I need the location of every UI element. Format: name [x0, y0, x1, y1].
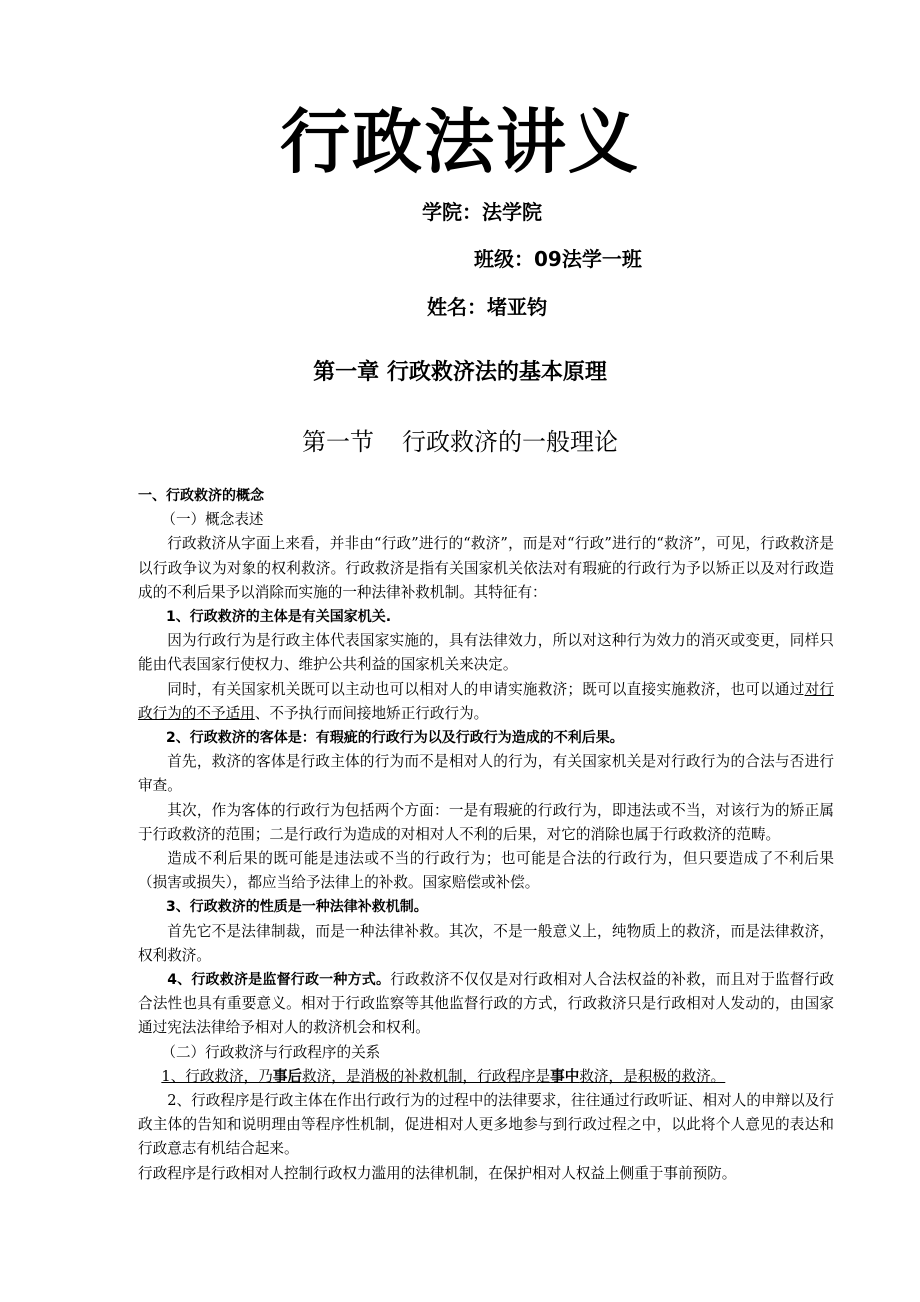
body-text	[138, 484, 834, 1186]
paragraph: 造成不利后果的既可能是违法或不当的行政行为；也可能是合法的行政行为，但只要造成了不利后果（损害或损失），都应当给予法律上的补救。国家赔偿或补偿。	[138, 850, 834, 892]
meta-name-label: 姓名	[427, 295, 467, 319]
meta-class-value: 09法学一班	[534, 247, 642, 271]
meta-college: 学院：法学院	[422, 200, 542, 224]
feature-heading-nature: 3、行政救济的性质是一种法律补救机制。	[166, 899, 428, 916]
paragraph: 同时，有关国家机关既可以主动也可以相对人的申请实施救济；既可以直接实施救济，也可以通过对行政行为的不予适用、不予执行而间接地矫正行政行为。	[138, 680, 834, 722]
paragraph: 首先，救济的客体是行政主体的行为而不是相对人的行为，有关国家机关是对行政行为的合法与否进行审查。	[138, 753, 834, 795]
paragraph: 因为行政行为是行政主体代表国家实施的，具有法律效力，所以对这种行为效力的消灭或变更，同样只能由代表国家行使权力、维护公共利益的国家机关来决定。	[138, 632, 834, 674]
feature-heading-object: 2、行政救济的客体是：有瑕疵的行政行为以及行政行为造成的不利后果。	[166, 730, 624, 747]
meta-college-value: 法学院	[482, 200, 542, 224]
paragraph: 首先它不是法律制裁，而是一种法律补救。其次，不是一般意义上，纯物质上的救济，而是法律救济，权利救济。	[138, 922, 834, 964]
section-number: 第一节	[302, 428, 374, 456]
document-title: 行政法讲义	[280, 101, 640, 183]
meta-name-value: 堵亚钧	[487, 295, 547, 319]
meta-name: 姓名：堵亚钧	[427, 295, 547, 319]
meta-class: 班级：09法学一班	[474, 247, 642, 271]
subheading-relation: （二）行政救济与行政程序的关系	[161, 1043, 381, 1061]
section-heading	[0, 425, 920, 459]
meta-college-label: 学院	[422, 200, 462, 224]
relation-point-1: 1、行政救济，乃事后救济，是消极的补救机制，行政程序是事中救济，是积极的救济。	[161, 1067, 726, 1085]
chapter-heading: 第一章 行政救济法的基本原理	[313, 360, 607, 385]
meta-class-label: 班级	[474, 247, 514, 271]
subheading-definition: （一）概念表述	[161, 511, 264, 529]
underlined-phrase: 对行政行为的不予适用	[138, 680, 834, 722]
feature-heading-subject: 1、行政救济的主体是有关国家机关.	[166, 609, 392, 626]
section-title: 行政救济的一般理论	[402, 428, 618, 456]
paragraph: 其次，作为客体的行政行为包括两个方面：一是有瑕疵的行政行为，即违法或不当，对该行为的矫正属于行政救济的范围；二是行政行为造成的对相对人不利的后果，对它的消除也属于行政救济的范畴。	[138, 801, 834, 843]
paragraph: 2、行政程序是行政主体在作出行政行为的过程中的法律要求，往往通过行政听证、相对人的申辩以及行政主体的告知和说明理由等程序性机制，促进相对人更多地参与到行政过程之中，以此将个人意见的表达和行政意志有机结合起来。	[138, 1092, 834, 1158]
paragraph: 行政救济从字面上来看，并非由“行政”进行的“救济”，而是对“行政”进行的“救济”，可见，行政救济是以行政争议为对象的权利救济。行政救济是指有关国家机关依法对有瑕疵的行政行为予以矫正以及对行政造成的不利后果予以消除而实施的一种法律补救机制。其特征有：	[138, 535, 834, 601]
paragraph: 行政程序是行政相对人控制行政权力滥用的法律机制，在保护相对人权益上侧重于事前预防。	[138, 1164, 737, 1182]
feature-heading-supervision: 4、行政救济是监督行政一种方式。	[167, 972, 391, 989]
paragraph: 4、行政救济是监督行政一种方式。行政救济不仅仅是对行政相对人合法权益的补救，而且对于监督行政合法性也具有重要意义。相对于行政监察等其他监督行政的方式，行政救济只是行政相对人发动的，由国家通过宪法法律给予相对人的救济机会和权利。	[138, 971, 834, 1037]
heading-concept: 一、行政救济的概念	[138, 488, 264, 504]
